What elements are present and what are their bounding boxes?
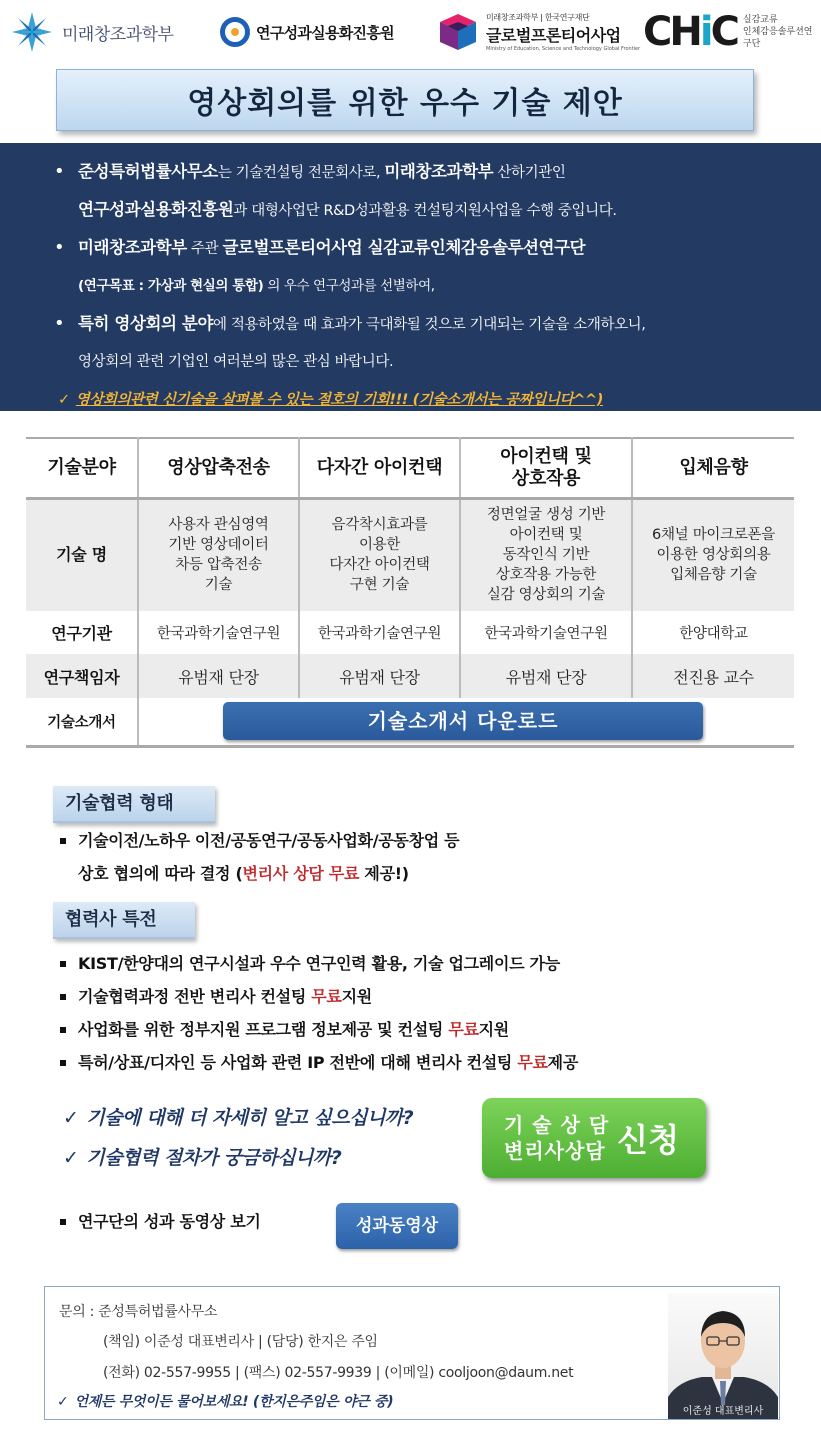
table-row bbox=[26, 498, 794, 611]
msip-logo bbox=[10, 8, 173, 56]
consult-label-1: 기 술 상 담 bbox=[504, 1113, 610, 1137]
bullet-icon: • bbox=[54, 161, 65, 182]
consultation-apply-button[interactable] bbox=[482, 1098, 706, 1178]
intro-line-5 bbox=[54, 313, 821, 351]
list-item-text: 사업화를 위한 정부지원 프로그램 정보제공 및 컨설팅 bbox=[78, 1020, 449, 1039]
attorney-photo bbox=[668, 1293, 778, 1419]
download-brochure-button[interactable]: 기술소개서 다운로드 bbox=[223, 702, 703, 740]
row-label-field: 기술분야 bbox=[26, 438, 138, 498]
apply-label: 신청 bbox=[617, 1121, 679, 1159]
person-icon bbox=[668, 1293, 778, 1419]
contact-line-3: (전화) 02-557-9955 | (팩스) 02-557-9939 | (이메일) cooljoon@daum.net bbox=[103, 1365, 574, 1381]
question-text: 기술협력 절차가 궁금하십니까? bbox=[86, 1147, 342, 1169]
research-center-name: 글로벌프론티어사업 실감교류인체감응솔루션연구단 bbox=[222, 238, 586, 257]
intro-text: 의 우수 연구성과를 선별하여, bbox=[267, 278, 435, 294]
intro-panel bbox=[0, 143, 821, 411]
intro-text: 과 대형사업단 R&D성과활용 컨설팅지원사업을 수행 중입니다. bbox=[233, 203, 617, 219]
msip-logo-text: 미래창조과학부 bbox=[62, 24, 174, 45]
contact-line-2: (책임) 이준성 대표변리사 | (담당) 한지은 주임 bbox=[103, 1334, 378, 1350]
intro-text: 영상회의 관련 기업인 여러분의 많은 관심 바랍니다. bbox=[78, 354, 394, 370]
table-cell: 음각착시효과를 이용한 다자간 아이컨택 구현 기술 bbox=[299, 498, 460, 611]
contact-note: 언제든 무엇이든 물어보세요! (한지은주임은 야근 중) bbox=[74, 1394, 394, 1410]
table-cell: 유범재 단장 bbox=[138, 654, 299, 698]
gf-sub-text: Ministry of Education, Science and Technology Global Frontier bbox=[486, 46, 641, 52]
contact-line-4 bbox=[57, 1391, 393, 1411]
table-cell: 6채널 마이크로폰을 이용한 영상회의용 입체음향 기술 bbox=[632, 498, 794, 611]
chic-text-1: 실감교류 bbox=[742, 15, 778, 25]
chic-text-2: 인체감응솔루션연구단 bbox=[742, 27, 813, 49]
table-header-row bbox=[26, 438, 794, 498]
cooperation-list bbox=[60, 830, 459, 896]
intro-text: 에 적용하였을 때 효과가 극대화될 것으로 기대되는 기술을 소개하오니, bbox=[213, 317, 646, 333]
benefits-list bbox=[60, 953, 578, 1085]
law-firm-name: 준성특허법률사무소 bbox=[78, 162, 218, 181]
title-banner bbox=[56, 69, 754, 131]
list-item-text: 제공 bbox=[547, 1053, 578, 1072]
table-row bbox=[26, 698, 794, 746]
list-item bbox=[60, 1052, 578, 1085]
bullet-icon: • bbox=[54, 313, 65, 334]
free-highlight: 변리사 상담 무료 bbox=[242, 864, 360, 883]
intro-text: 주관 bbox=[191, 241, 219, 257]
table-cell: 정면얼굴 생성 기반 아이컨택 및 동작인식 기반 상호작용 가능한 실감 영상회의 기술 bbox=[460, 498, 632, 611]
row-label-name: 기술 명 bbox=[26, 498, 138, 611]
table-row bbox=[26, 611, 794, 654]
list-item bbox=[60, 1019, 578, 1052]
column-header: 다자간 아이컨택 bbox=[299, 438, 460, 498]
list-item bbox=[60, 863, 459, 896]
photo-caption: 이준성 대표변리사 bbox=[682, 1406, 764, 1417]
question-lines bbox=[63, 1098, 413, 1178]
checkmark-icon: ✓ bbox=[63, 1107, 79, 1129]
row-label-lead: 연구책임자 bbox=[26, 654, 138, 698]
free-highlight: 무료 bbox=[517, 1053, 548, 1072]
free-highlight: 무료 bbox=[448, 1020, 479, 1039]
row-label-org: 연구기관 bbox=[26, 611, 138, 654]
download-cell bbox=[138, 698, 794, 746]
column-header: 입체음향 bbox=[632, 438, 794, 498]
intro-text: 산하기관인 bbox=[497, 165, 566, 181]
list-item bbox=[60, 830, 459, 863]
table-cell: 한양대학교 bbox=[632, 611, 794, 654]
list-item-text: 지원 bbox=[478, 1020, 509, 1039]
research-goal: (연구목표 : 가상과 현실의 통합) bbox=[78, 278, 264, 294]
contact-line-1: 문의 : 준성특허법률사무소 bbox=[59, 1304, 218, 1320]
list-item-text: 제공!) bbox=[359, 864, 409, 883]
checkmark-icon: ✓ bbox=[57, 1394, 69, 1410]
intro-line-3 bbox=[54, 237, 821, 275]
list-item-text: 지원 bbox=[341, 987, 372, 1006]
table-cell: 전진용 교수 bbox=[632, 654, 794, 698]
checkmark-icon: ✓ bbox=[58, 392, 70, 408]
intro-promo bbox=[58, 389, 821, 427]
question-2 bbox=[63, 1138, 413, 1178]
table-cell: 한국과학기술연구원 bbox=[138, 611, 299, 654]
video-list bbox=[60, 1211, 261, 1244]
results-video-button[interactable]: 성과동영상 bbox=[336, 1203, 458, 1249]
free-highlight: 무료 bbox=[311, 987, 342, 1006]
cooperation-section-title: 기술협력 형태 bbox=[53, 786, 215, 823]
list-item-text: KIST/한양대의 연구시설과 우수 연구인력 활용, 기술 업그레이드 가능 bbox=[78, 954, 560, 973]
table-row bbox=[26, 654, 794, 698]
intro-line-1 bbox=[54, 161, 821, 199]
column-header: 아이컨택 및 상호작용 bbox=[460, 438, 632, 498]
logo-bar bbox=[0, 0, 821, 66]
list-item-text: 기술협력과정 전반 변리사 컨설팅 bbox=[78, 987, 312, 1006]
intro-text: 는 기술컨설팅 전문회사로, bbox=[217, 165, 381, 181]
table-cell: 한국과학기술연구원 bbox=[299, 611, 460, 654]
list-item bbox=[60, 1211, 261, 1244]
benefits-section-title: 협력사 특전 bbox=[53, 902, 195, 939]
list-item-text: 특허/상표/디자인 등 사업화 관련 IP 전반에 대해 변리사 컨설팅 bbox=[78, 1053, 518, 1072]
checkmark-icon: ✓ bbox=[63, 1147, 79, 1169]
video-label: 연구단의 성과 동영상 보기 bbox=[78, 1212, 261, 1231]
table-cell: 유범재 단장 bbox=[299, 654, 460, 698]
intro-line-4 bbox=[58, 275, 821, 313]
bullet-icon: • bbox=[54, 237, 65, 258]
consult-label-2: 변리사상담 bbox=[504, 1139, 606, 1163]
commercialization-logo-text: 연구성과실용화진흥원 bbox=[256, 23, 394, 42]
table-cell: 한국과학기술연구원 bbox=[460, 611, 632, 654]
promo-text: 영상회의관련 신기술을 살펴볼 수 있는 절호의 기회!!! (기술소개서는 공짜입니다^^) bbox=[75, 392, 603, 408]
technology-table bbox=[26, 437, 794, 748]
ministry-name: 미래창조과학부 bbox=[78, 238, 187, 257]
field-highlight: 특히 영상회의 분야 bbox=[78, 314, 214, 333]
commercialization-agency-logo bbox=[220, 8, 394, 56]
list-item bbox=[60, 953, 578, 986]
chic-wordmark: CHiC bbox=[643, 9, 737, 55]
chic-logo bbox=[643, 8, 821, 56]
list-item-text: 기술이전/노하우 이전/공동연구/공동사업화/공동창업 등 bbox=[78, 831, 460, 850]
intro-line-2 bbox=[58, 199, 821, 237]
global-frontier-logo bbox=[436, 8, 640, 56]
table-cell: 사용자 관심영역 기반 영상데이터 차등 압축전송 기술 bbox=[138, 498, 299, 611]
table-cell: 유범재 단장 bbox=[460, 654, 632, 698]
row-label-doc: 기술소개서 bbox=[26, 698, 138, 746]
agency-name: 연구성과실용화진흥원 bbox=[78, 200, 234, 219]
cube-logo-icon bbox=[436, 12, 480, 52]
question-1 bbox=[63, 1098, 413, 1138]
column-header: 영상압축전송 bbox=[138, 438, 299, 498]
gf-top-text: 미래창조과학부 | 한국연구재단 bbox=[486, 13, 590, 22]
gf-main-text: 글로벌프론티어사업 bbox=[486, 26, 621, 45]
intro-line-6 bbox=[58, 351, 821, 389]
circle-logo-icon bbox=[220, 17, 250, 47]
list-item bbox=[60, 986, 578, 1019]
ministry-name: 미래창조과학부 bbox=[384, 162, 494, 181]
question-text: 기술에 대해 더 자세히 알고 싶으십니까? bbox=[86, 1107, 414, 1129]
page-title: 영상회의를 위한 우수 기술 제안 bbox=[187, 86, 623, 121]
star-icon bbox=[10, 10, 54, 54]
list-item-text: 상호 협의에 따라 결정 ( bbox=[78, 864, 243, 883]
